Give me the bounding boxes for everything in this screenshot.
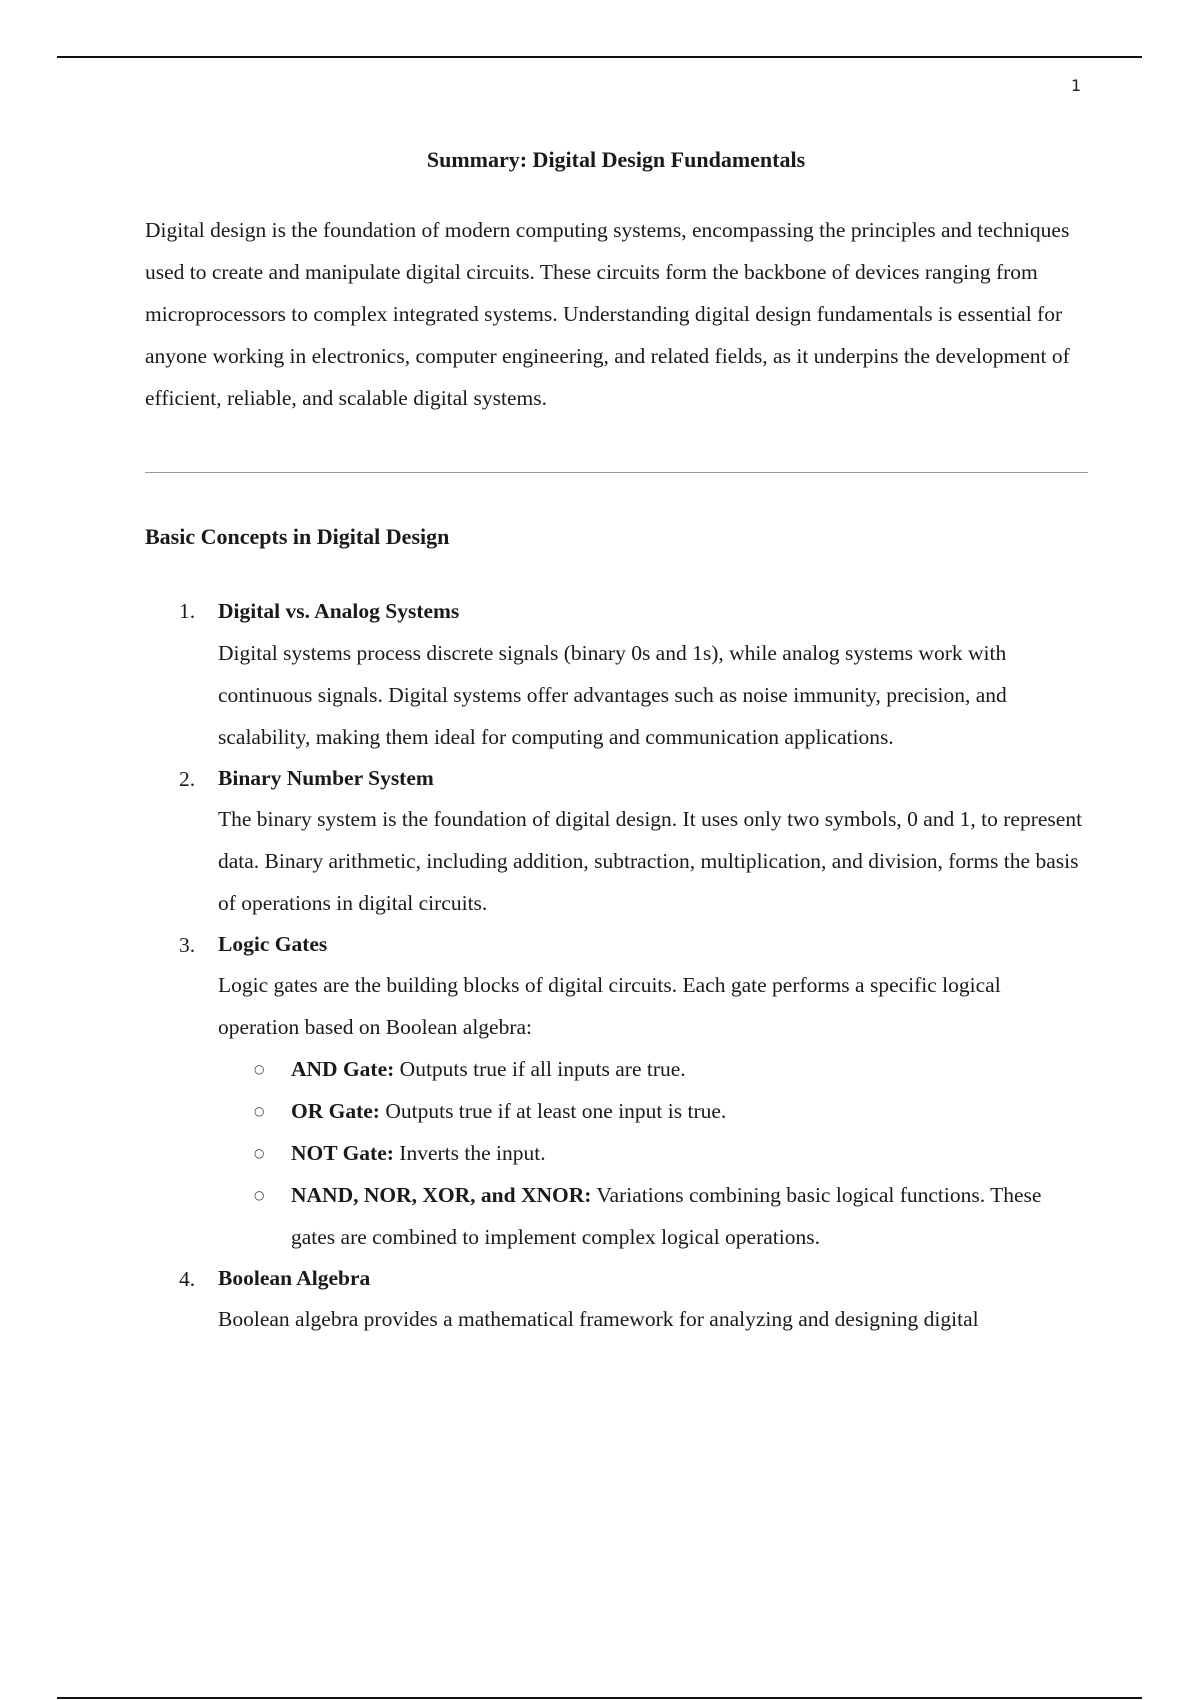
list-item (145, 1258, 1090, 1340)
footer-rule (57, 1697, 1142, 1699)
bullet-circle-icon: ○ (254, 1188, 265, 1202)
list-item (145, 590, 1090, 758)
header-rule (57, 56, 1142, 58)
page-number: 1 (1071, 76, 1082, 95)
list-item-title: Boolean Algebra (218, 1266, 371, 1290)
bullet-label: OR Gate: (291, 1099, 380, 1123)
list-item-number: 2. (179, 767, 196, 791)
list-item-title: Binary Number System (218, 766, 434, 790)
bullet-label: NAND, NOR, XOR, and XNOR: (291, 1183, 592, 1207)
list-item-body: Digital systems process discrete signals (binary 0s and 1s), while analog systems work with continuous signals. Digital systems offer advantages such as noise immunity, precision, and scalability, making them ideal for computing and communication applications. (218, 641, 1007, 749)
bullet-text: Outputs true if all inputs are true. (394, 1057, 686, 1081)
list-item (145, 758, 1090, 924)
gate-bullet-list (218, 1048, 1090, 1258)
bullet-item (218, 1174, 1090, 1258)
list-item-body: Logic gates are the building blocks of digital circuits. Each gate performs a specific logical operation based on Boolean algebra: (218, 973, 1001, 1039)
list-item-number: 3. (179, 933, 196, 957)
bullet-label: AND Gate: (291, 1057, 395, 1081)
bullet-text: Variations combining basic logical functions. These gates are combined to implement complex logical operations. (291, 1183, 1042, 1249)
list-item-title: Logic Gates (218, 932, 328, 956)
bullet-item (218, 1048, 1090, 1090)
list-item (145, 924, 1090, 1258)
list-item-body: Boolean algebra provides a mathematical framework for analyzing and designing digital (218, 1307, 979, 1331)
list-item-title: Digital vs. Analog Systems (218, 599, 460, 623)
list-item-number: 1. (179, 599, 196, 623)
concept-list (145, 590, 1090, 1340)
list-item-number: 4. (179, 1267, 196, 1291)
bullet-circle-icon: ○ (254, 1104, 265, 1118)
bullet-label: NOT Gate: (291, 1141, 394, 1165)
section-heading: Basic Concepts in Digital Design (145, 524, 450, 549)
bullet-item (218, 1132, 1090, 1174)
bullet-circle-icon: ○ (254, 1062, 265, 1076)
section-divider (145, 472, 1088, 473)
bullet-text: Outputs true if at least one input is true. (379, 1099, 727, 1123)
intro-paragraph: Digital design is the foundation of modern computing systems, encompassing the principles and techniques used to create and manipulate digital circuits. These circuits form the backbone of devices ranging from microprocessors to complex integrated systems. Understanding digital design fundamentals is essential for anyone working in electronics, computer engineering, and related fields, as it underpins the development of efficient, reliable, and scalable digital systems. (145, 218, 1070, 410)
bullet-text: Inverts the input. (393, 1141, 546, 1165)
document-title: Summary: Digital Design Fundamentals (426, 147, 806, 172)
list-item-body: The binary system is the foundation of digital design. It uses only two symbols, 0 and 1, to represent data. Binary arithmetic, including addition, subtraction, multiplication, and division, forms the basis of operations in digital circuits. (218, 807, 1083, 915)
bullet-circle-icon: ○ (254, 1146, 265, 1160)
bullet-item (218, 1090, 1090, 1132)
